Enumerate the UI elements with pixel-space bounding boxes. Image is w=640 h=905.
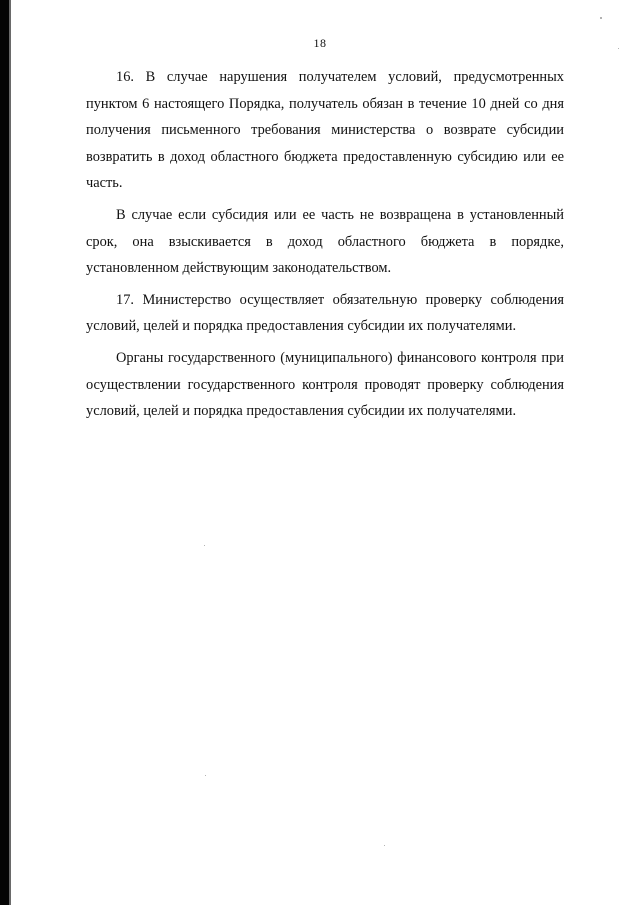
- scan-speck: [600, 17, 602, 19]
- page-number: 18: [313, 36, 327, 50]
- scan-border-left: [0, 0, 9, 905]
- paragraph-17: 17. Министерство осуществляет обязательную проверку соблюдения условий, целей и порядка предоставления субсидии их получателями.: [86, 291, 564, 335]
- scan-border-shadow: [9, 0, 11, 905]
- paragraph-17-control: Органы государственного (муниципального) финансового контроля при осуществлении государственного контроля проводят проверку соблюдения условий, целей и порядка предоставления субсидии их получателями.: [86, 349, 564, 420]
- scan-speck: [384, 845, 385, 846]
- scan-speck: [618, 48, 619, 49]
- paragraph-16-recovery: В случае если субсидия или ее часть не возвращена в установленный срок, она взыскивается в доход областного бюджета в порядке, установленном действующим законодательством.: [86, 206, 564, 277]
- document-body: [86, 64, 564, 425]
- paragraph-16: 16. В случае нарушения получателем условий, предусмотренных пунктом 6 настоящего Порядка, получатель обязан в течение 10 дней со дня получения письменного требования министерства о возврате субсидии возвратить в доход областного бюджета предоставленную субсидию или ее часть.: [86, 69, 564, 192]
- scan-speck: [204, 545, 205, 546]
- scan-speck: [205, 775, 206, 776]
